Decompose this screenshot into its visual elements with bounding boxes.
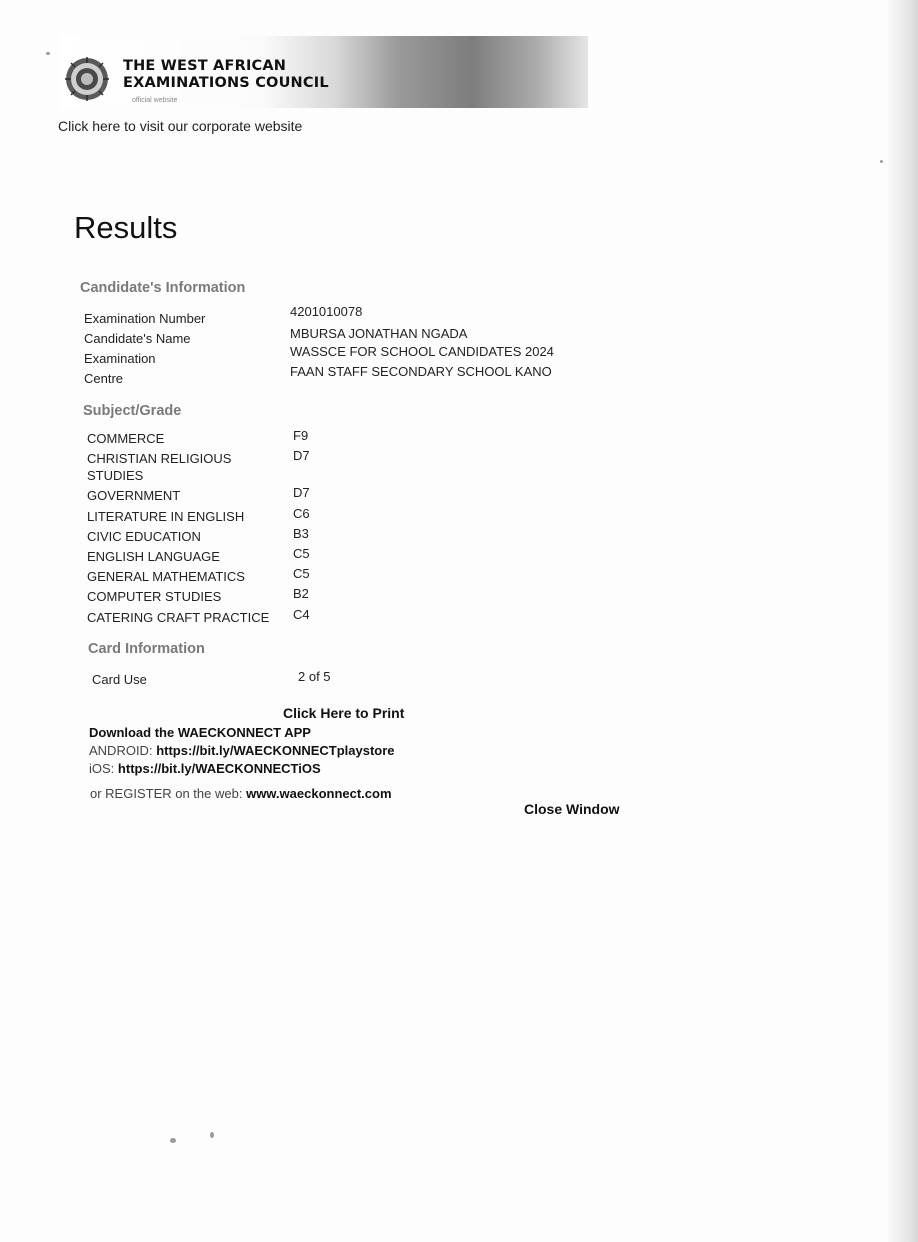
scan-speck <box>210 1132 214 1138</box>
scan-speck <box>46 52 50 55</box>
register-text: or REGISTER on the web: <box>90 786 243 801</box>
corporate-website-link[interactable]: Click here to visit our corporate website <box>58 118 303 134</box>
info-value: MBURSA JONATHAN NGADA <box>290 326 468 341</box>
subject-grade: F9 <box>293 428 309 443</box>
info-label: Examination Number <box>84 311 206 326</box>
register-link[interactable]: www.waeckonnect.com <box>246 786 392 801</box>
subject-name: CIVIC EDUCATION <box>87 528 201 544</box>
subject-name: COMMERCE <box>87 431 165 446</box>
scan-speck <box>880 160 883 163</box>
subject-row <box>87 545 310 565</box>
android-label: ANDROID: <box>89 743 153 758</box>
subject-row <box>87 568 310 585</box>
header-banner <box>60 36 588 108</box>
web-register-line <box>90 786 392 801</box>
subject-row <box>87 450 310 484</box>
print-button[interactable]: Click Here to Print <box>283 705 405 721</box>
card-info-heading: Card Information <box>88 641 205 657</box>
waec-seal-logo <box>64 56 110 102</box>
info-label: Candidate's Name <box>84 331 191 346</box>
org-subtitle: official website <box>132 97 178 104</box>
android-line <box>89 742 395 760</box>
subject-row <box>87 525 310 545</box>
subject-grade: B2 <box>293 586 309 602</box>
close-window-button[interactable]: Close Window <box>524 801 620 817</box>
subject-name: COMPUTER STUDIES <box>87 589 222 605</box>
download-text-line <box>89 724 395 742</box>
subject-name: GENERAL MATHEMATICS <box>87 569 245 585</box>
info-label: Centre <box>84 371 124 386</box>
subject-grade: C6 <box>293 505 310 521</box>
subject-row <box>87 487 310 504</box>
subject-name: CATERING CRAFT PRACTICE <box>87 609 270 625</box>
subject-name: GOVERNMENT <box>87 488 181 504</box>
subject-grade: B3 <box>293 525 309 541</box>
subject-name: CHRISTIAN RELIGIOUS STUDIES <box>87 451 232 484</box>
info-label: Examination <box>84 351 156 366</box>
info-value: FAAN STAFF SECONDARY SCHOOL KANO <box>290 364 552 379</box>
android-link[interactable]: https://bit.ly/WAECKONNECTplaystore <box>156 743 395 758</box>
subject-grade: C4 <box>293 606 310 622</box>
subject-grade: D7 <box>293 485 310 501</box>
subject-row <box>87 588 310 605</box>
candidate-info-table <box>84 304 554 389</box>
subject-grade: C5 <box>293 566 310 582</box>
ios-label: iOS: <box>89 761 115 776</box>
subject-row <box>87 505 310 525</box>
subject-name: ENGLISH LANGUAGE <box>87 548 220 564</box>
org-name-line1: THE WEST AFRICAN <box>123 58 287 74</box>
download-text: Download the WAECKONNECT APP <box>89 725 311 740</box>
card-use-row <box>92 670 331 690</box>
subject-grade: D7 <box>293 448 310 464</box>
info-value: 4201010078 <box>290 304 363 319</box>
subject-grade-list <box>87 430 310 629</box>
scan-page-edge <box>888 0 918 1242</box>
candidate-info-heading: Candidate's Information <box>80 280 246 296</box>
subject-name: LITERATURE IN ENGLISH <box>87 508 245 524</box>
subject-grade: C5 <box>293 545 310 561</box>
scan-speck <box>170 1138 176 1143</box>
organization-name <box>123 58 329 92</box>
info-value: WASSCE FOR SCHOOL CANDIDATES 2024 <box>290 344 554 359</box>
page-title: Results <box>74 210 178 245</box>
subject-row <box>87 430 310 447</box>
ios-line <box>89 760 395 778</box>
ios-link[interactable]: https://bit.ly/WAECKONNECTiOS <box>117 761 321 776</box>
card-use-value: 2 of 5 <box>298 669 331 684</box>
org-name-line2: EXAMINATIONS COUNCIL <box>123 75 329 91</box>
subject-row <box>87 606 310 626</box>
app-download-block <box>89 724 395 778</box>
info-row-centre <box>84 364 554 389</box>
subject-grade-heading: Subject/Grade <box>83 403 182 419</box>
card-use-label: Card Use <box>92 672 147 687</box>
card-info-table <box>92 670 331 690</box>
